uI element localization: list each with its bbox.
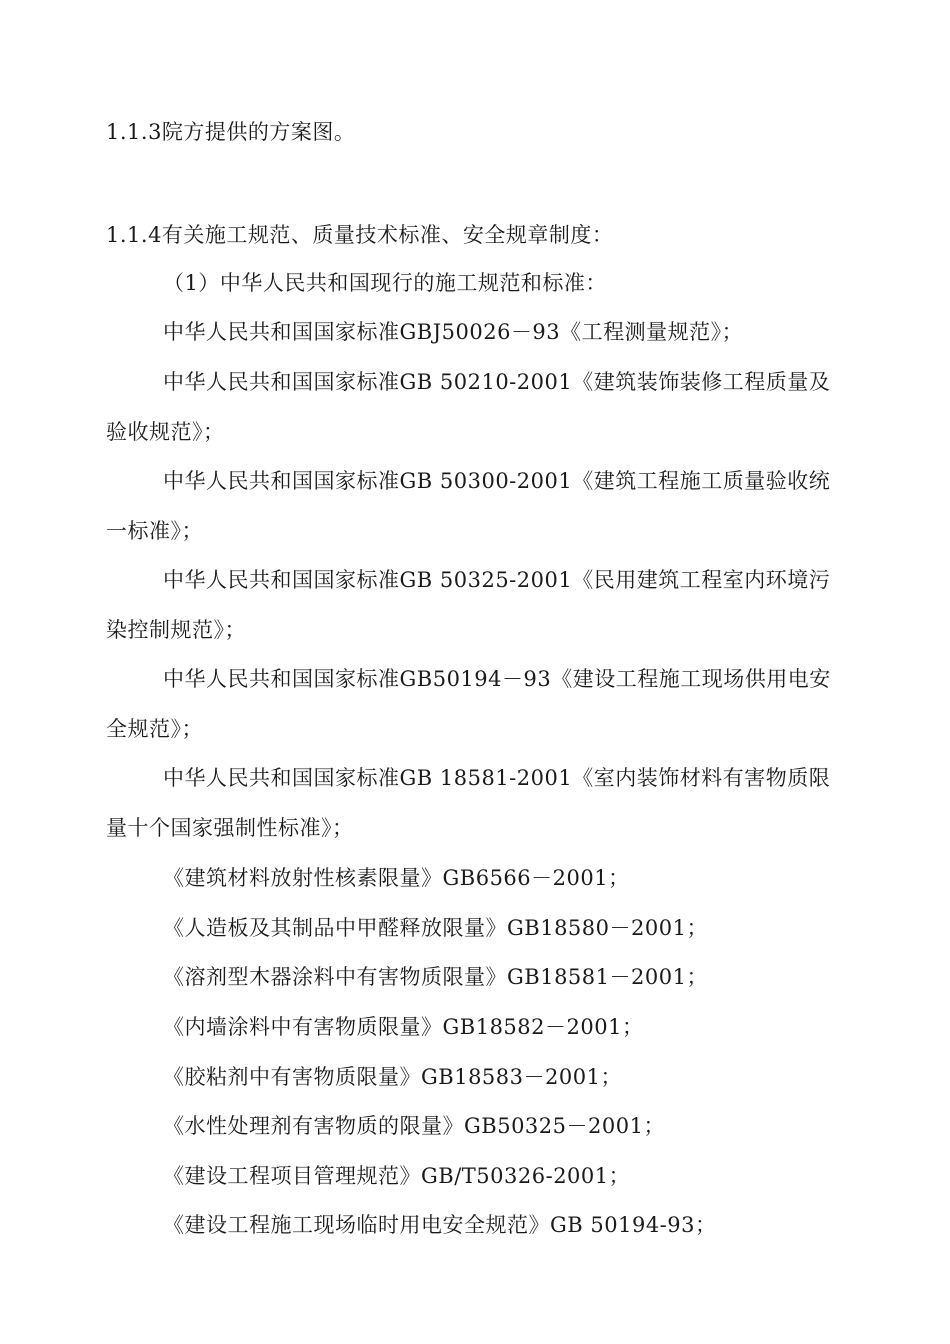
section-heading-1-1-3: 1.1.3院方提供的方案图。 [106, 120, 356, 144]
standard-line: 中华人民共和国国家标准GBJ50026－93《工程测量规范》； [163, 320, 744, 344]
section-heading-1-1-4: 1.1.4有关施工规范、质量技术标准、安全规章制度： [106, 223, 614, 247]
subheading-national-standards: （1）中华人民共和国现行的施工规范和标准： [163, 271, 607, 295]
standard-line-continuation: 量十个国家强制性标准》； [106, 816, 354, 840]
standard-line: 中华人民共和国国家标准GB50194－93《建设工程施工现场供用电安 [163, 667, 831, 691]
limit-standard-item: 《建设工程施工现场临时用电安全规范》GB 50194-93； [163, 1213, 717, 1237]
limit-standard-item: 《建设工程项目管理规范》GB/T50326-2001； [163, 1164, 631, 1188]
limit-standard-item: 《内墙涂料中有害物质限量》GB18582－2001； [163, 1015, 644, 1039]
standard-line-continuation: 染控制规范》； [106, 618, 246, 642]
limit-standard-item: 《人造板及其制品中甲醛释放限量》GB18580－2001； [163, 916, 708, 940]
standard-line-continuation: 全规范》； [106, 717, 203, 741]
standard-line: 中华人民共和国国家标准GB 50210-2001《建筑装饰装修工程质量及 [163, 370, 831, 394]
standard-line: 中华人民共和国国家标准GB 18581-2001《室内装饰材料有害物质限 [163, 766, 831, 790]
standard-line: 中华人民共和国国家标准GB 50325-2001《民用建筑工程室内环境污 [163, 568, 831, 592]
limit-standard-item: 《溶剂型木器涂料中有害物质限量》GB18581－2001； [163, 965, 708, 989]
limit-standard-item: 《建筑材料放射性核素限量》GB6566－2001； [163, 866, 630, 890]
limit-standard-item: 《水性处理剂有害物质的限量》GB50325－2001； [163, 1114, 665, 1138]
standard-line: 中华人民共和国国家标准GB 50300-2001《建筑工程施工质量验收统 [163, 469, 831, 493]
limit-standard-item: 《胶粘剂中有害物质限量》GB18583－2001； [163, 1065, 622, 1089]
standard-line-continuation: 验收规范》； [106, 420, 225, 444]
standard-line-continuation: 一标准》； [106, 519, 203, 543]
